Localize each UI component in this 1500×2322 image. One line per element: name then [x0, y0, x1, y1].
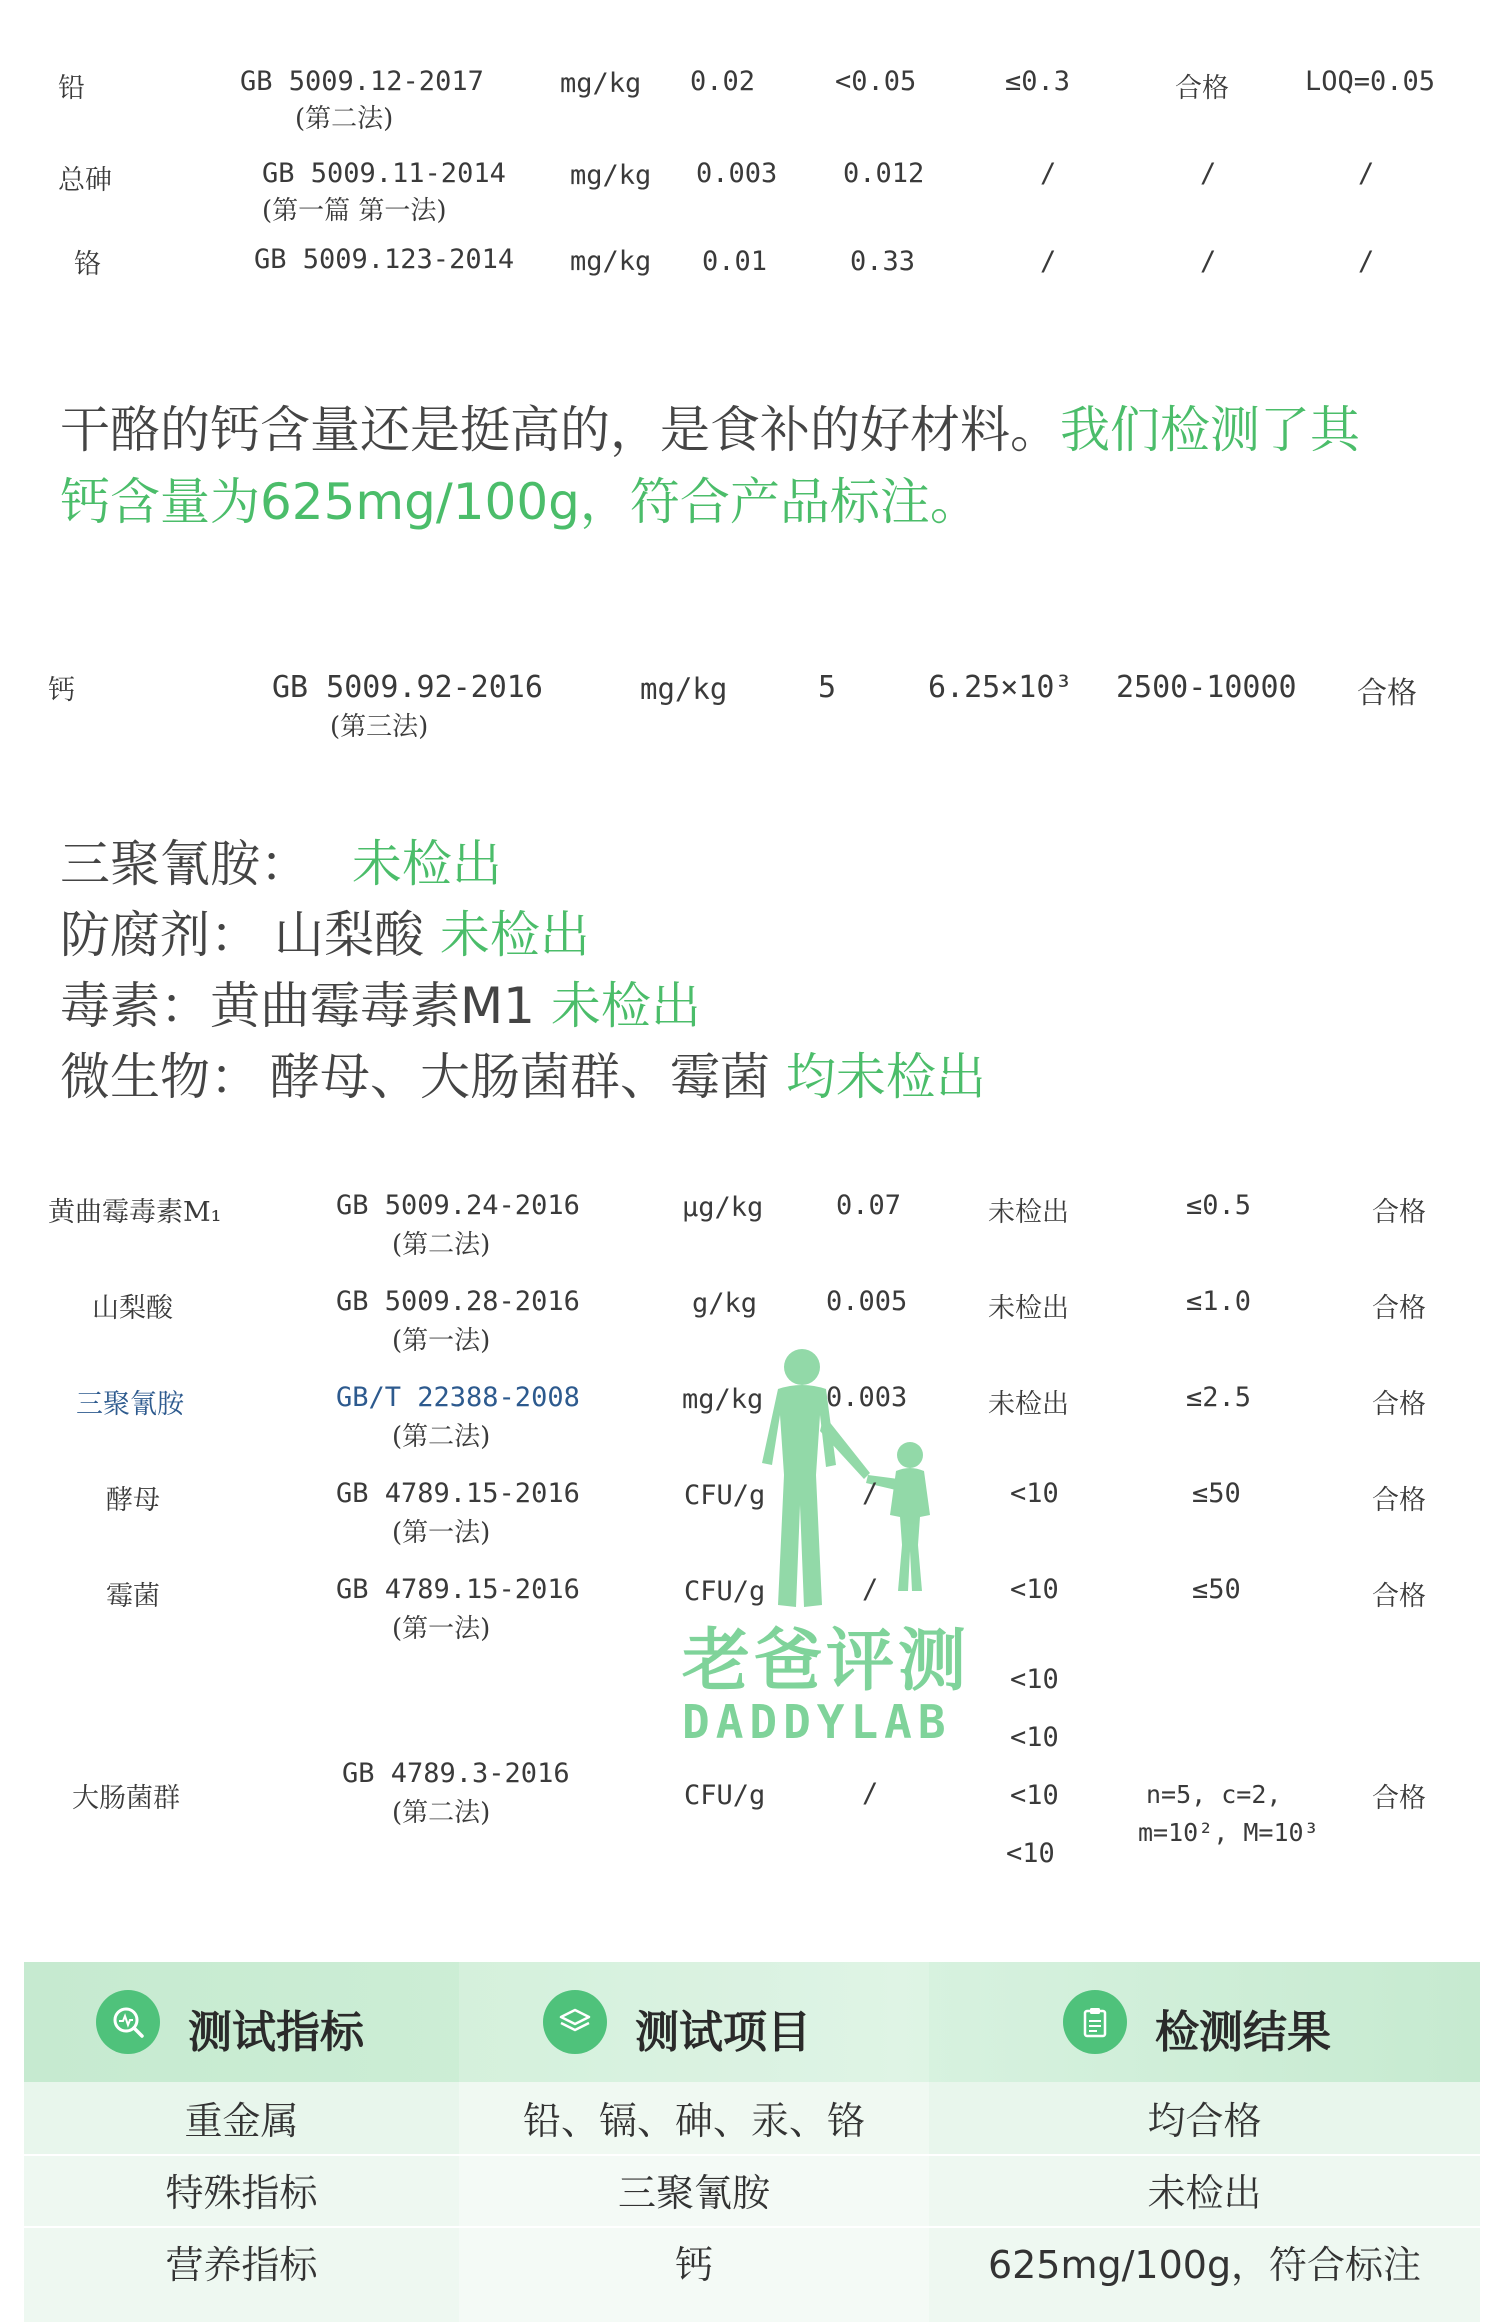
- unit-text: CFU/g: [684, 1780, 766, 1811]
- finding-label: 微生物：: [60, 1048, 260, 1106]
- table-row-item: 铅: [58, 73, 85, 104]
- standard-text: ≤1.0: [1186, 1286, 1252, 1317]
- summary-row-items: 铅、镉、砷、汞、铬: [522, 2099, 865, 2143]
- verdict-text: 合格: [1372, 1293, 1426, 1324]
- summary-header: [24, 1962, 1480, 2082]
- standard-text: /: [1040, 158, 1057, 189]
- summary-row-result: 未检出: [1147, 2171, 1262, 2215]
- method-sub-text: (第二法): [392, 1798, 491, 1828]
- finding-toxin: [60, 966, 701, 1038]
- result-text: <0.05: [835, 66, 917, 97]
- verdict-text: /: [1200, 158, 1217, 189]
- standard-text: /: [1040, 246, 1057, 277]
- method-sub-text: (第一法): [392, 1614, 491, 1644]
- summary-header-items: [459, 1962, 929, 2082]
- standard-text: m=10², M=10³: [1138, 1818, 1319, 1847]
- finding-detail: 山梨酸: [274, 906, 424, 964]
- method-text: GB 5009.11-2014: [262, 158, 506, 189]
- method-text: GB 4789.15-2016: [336, 1478, 580, 1509]
- method-sub-text: (第一法): [392, 1518, 491, 1548]
- paragraph-highlight: 我们检测了其: [1060, 401, 1360, 459]
- result-text: <10: [1010, 1664, 1059, 1695]
- limit-text: 0.003: [826, 1382, 908, 1413]
- paragraph-text: 干酪的钙含量还是挺高的，是食补的好材料。: [60, 401, 1060, 459]
- verdict-text: 合格: [1372, 1485, 1426, 1516]
- unit-text: μg/kg: [682, 1192, 764, 1223]
- standard-text: n=5, c=2,: [1146, 1780, 1282, 1809]
- summary-row-result: 均合格: [1147, 2099, 1262, 2143]
- finding-status: 未检出: [550, 977, 701, 1035]
- unit-text: mg/kg: [682, 1384, 764, 1415]
- table-row-item: 霉菌: [106, 1581, 160, 1612]
- finding-microbes: [60, 1037, 986, 1109]
- table-row-item: 钙: [48, 675, 75, 706]
- chart-search-icon: [96, 1990, 160, 2054]
- result-text: 0.012: [843, 158, 925, 189]
- standard-text: ≤0.3: [1005, 66, 1071, 97]
- method-sub-text: (第三法): [330, 712, 429, 742]
- standard-text: ≤0.5: [1186, 1190, 1252, 1221]
- finding-detail: 酵母、大肠菌群、霉菌: [270, 1048, 770, 1106]
- watermark-en: DADDYLAB: [682, 1695, 952, 1749]
- result-text: <10: [1010, 1478, 1059, 1509]
- limit-text: 5: [818, 670, 837, 705]
- summary-table: [24, 1962, 1480, 2322]
- verdict-text: 合格: [1372, 1783, 1426, 1814]
- method-sub-text: (第二法): [392, 1230, 491, 1260]
- finding-status: 未检出: [439, 906, 590, 964]
- limit-text: 0.01: [702, 246, 768, 277]
- verdict-text: 合格: [1372, 1389, 1426, 1420]
- paragraph-highlight-line: 钙含量为625mg/100g，符合产品标注。: [60, 473, 980, 531]
- method-sub-text: (第一法): [392, 1326, 491, 1356]
- limit-text: 0.07: [836, 1190, 902, 1221]
- summary-row-result: 625mg/100g，符合标注: [987, 2243, 1422, 2287]
- verdict-text: 合格: [1357, 676, 1417, 711]
- unit-text: mg/kg: [570, 246, 652, 277]
- finding-label: 三聚氰胺：: [60, 835, 310, 893]
- method-text: GB/T 22388-2008: [336, 1382, 580, 1413]
- table-row-item: 黄曲霉毒素M₁: [48, 1197, 222, 1228]
- summary-row-indicator: 特殊指标: [165, 2171, 318, 2215]
- unit-text: mg/kg: [640, 672, 728, 706]
- standard-text: ≤50: [1192, 1478, 1241, 1509]
- note-text: LOQ=0.05: [1305, 66, 1436, 97]
- clipboard-icon: [1063, 1990, 1127, 2054]
- limit-text: 0.003: [696, 158, 778, 189]
- method-text: GB 5009.92-2016: [272, 670, 543, 705]
- finding-preservative: [60, 895, 590, 967]
- summary-body: [24, 2082, 1480, 2322]
- standard-text: ≤50: [1192, 1574, 1241, 1605]
- table-row-item: 酵母: [106, 1485, 160, 1516]
- method-text: GB 5009.24-2016: [336, 1190, 580, 1221]
- result-text: 6.25×10³: [928, 670, 1073, 705]
- standard-text: 2500-10000: [1116, 670, 1297, 705]
- result-text: 未检出: [988, 1293, 1069, 1324]
- summary-row-indicator: 营养指标: [165, 2243, 318, 2287]
- calcium-paragraph: [60, 394, 1460, 538]
- watermark-cn: 老爸评测: [682, 1622, 971, 1701]
- summary-header-label: 检测结果: [1155, 2007, 1331, 2058]
- verdict-text: 合格: [1175, 73, 1229, 104]
- finding-status: 未检出: [351, 835, 502, 893]
- layers-icon: [543, 1990, 607, 2054]
- method-sub-text: (第二法): [295, 104, 394, 134]
- finding-label: 防腐剂：: [60, 906, 260, 964]
- finding-melamine: [60, 824, 502, 896]
- summary-row-items: 钙: [674, 2243, 713, 2287]
- standard-text: ≤2.5: [1186, 1382, 1252, 1413]
- result-text: 0.33: [850, 246, 916, 277]
- method-sub-text: (第一篇 第一法): [262, 196, 447, 226]
- summary-header-indicator: [24, 1962, 459, 2082]
- verdict-text: 合格: [1372, 1581, 1426, 1612]
- note-text: /: [1358, 246, 1375, 277]
- limit-text: /: [862, 1478, 879, 1509]
- table-row-item: 总砷: [58, 165, 112, 196]
- summary-header-result: [929, 1962, 1480, 2082]
- unit-text: g/kg: [692, 1288, 758, 1319]
- summary-row-items: 三聚氰胺: [617, 2171, 770, 2215]
- limit-text: /: [862, 1778, 879, 1809]
- table-row-item: 大肠菌群: [72, 1783, 180, 1814]
- unit-text: CFU/g: [684, 1480, 766, 1511]
- result-text: 未检出: [988, 1197, 1069, 1228]
- result-text: <10: [1006, 1838, 1055, 1869]
- limit-text: /: [862, 1574, 879, 1605]
- summary-row-indicator: 重金属: [184, 2099, 299, 2143]
- finding-label: 毒素：: [60, 977, 210, 1035]
- method-text: GB 4789.3-2016: [342, 1758, 570, 1789]
- unit-text: CFU/g: [684, 1576, 766, 1607]
- unit-text: mg/kg: [570, 160, 652, 191]
- limit-text: 0.005: [826, 1286, 908, 1317]
- limit-text: 0.02: [690, 66, 756, 97]
- method-text: GB 5009.123-2014: [254, 244, 515, 275]
- verdict-text: /: [1200, 246, 1217, 277]
- method-text: GB 4789.15-2016: [336, 1574, 580, 1605]
- finding-status: 均未检出: [785, 1048, 986, 1106]
- unit-text: mg/kg: [560, 68, 642, 99]
- table-row-item: 山梨酸: [92, 1293, 173, 1324]
- verdict-text: 合格: [1372, 1197, 1426, 1228]
- summary-header-label: 测试项目: [635, 2007, 811, 2058]
- result-text: <10: [1010, 1574, 1059, 1605]
- note-text: /: [1358, 158, 1375, 189]
- summary-header-label: 测试指标: [188, 2007, 364, 2058]
- result-text: <10: [1010, 1780, 1059, 1811]
- finding-detail: 黄曲霉毒素M1: [210, 977, 535, 1035]
- result-text: 未检出: [988, 1389, 1069, 1420]
- method-text: GB 5009.12-2017: [240, 66, 484, 97]
- table-row-item: 三聚氰胺: [76, 1389, 184, 1420]
- table-row-item: 铬: [74, 249, 101, 280]
- method-text: GB 5009.28-2016: [336, 1286, 580, 1317]
- method-sub-text: (第二法): [392, 1422, 491, 1452]
- result-text: <10: [1010, 1722, 1059, 1753]
